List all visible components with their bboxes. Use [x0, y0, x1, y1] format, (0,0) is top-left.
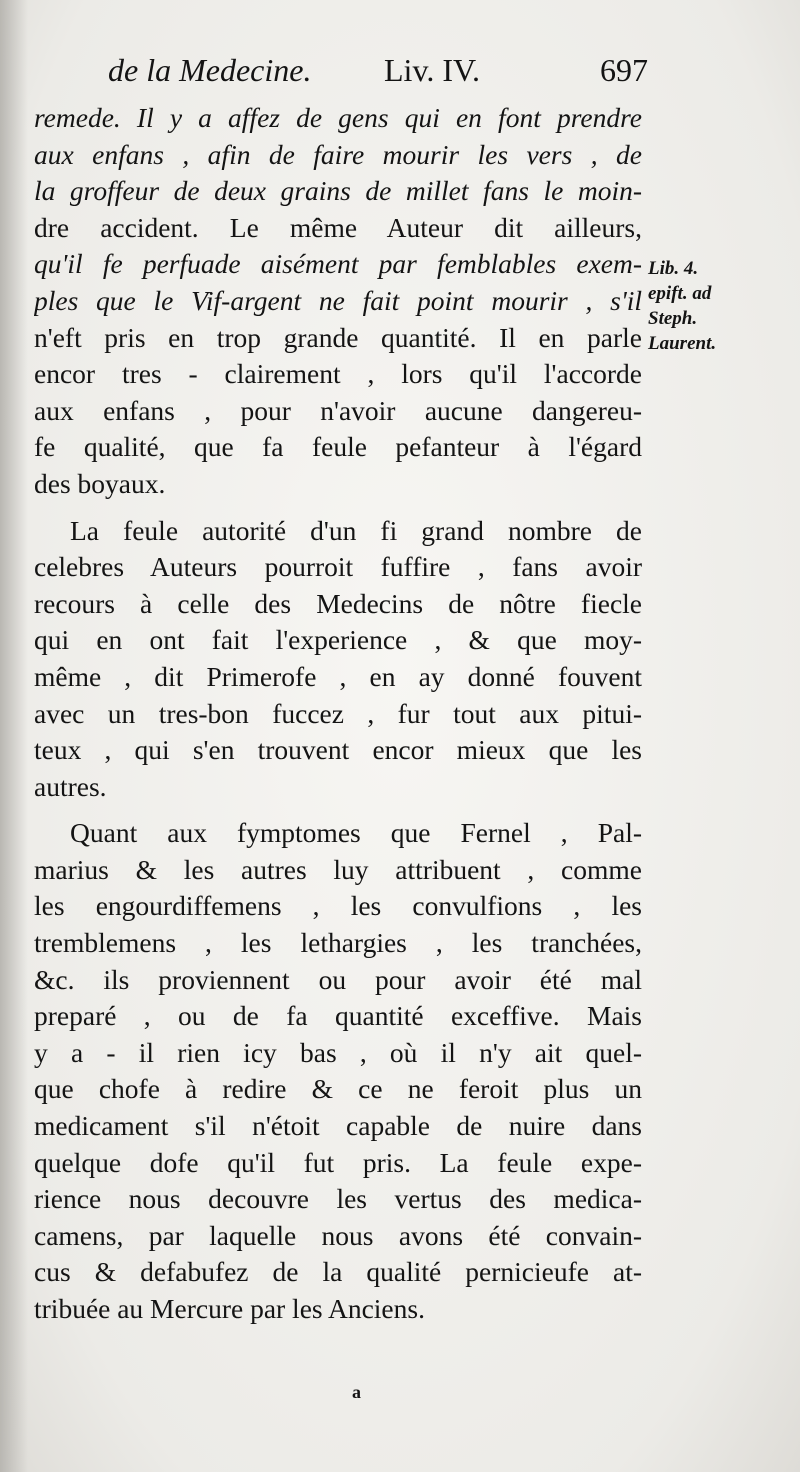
- text-line: encor tres - clairement , lors qu'il l'accorde: [34, 358, 642, 390]
- text-line: rience nous decouvre les vertus des medica-: [34, 1183, 642, 1215]
- text-line: preparé , ou de fa quantité exceffive. Mais: [34, 1000, 642, 1032]
- text-line: camens, par laquelle nous avons été convain-: [34, 1219, 642, 1251]
- text-line: y a - il rien icy bas , où il n'y ait quel-: [34, 1036, 642, 1068]
- body-text: [34, 100, 642, 1328]
- margin-note-line: epift. ad: [648, 283, 712, 304]
- text-line: teux , qui s'en trouvent encor mieux que les: [34, 734, 642, 766]
- margin-note-line: Steph.: [648, 308, 698, 329]
- margin-note: [648, 256, 758, 356]
- text-line: qu'il fe perfuade aisément par femblables exem-: [34, 248, 642, 280]
- signature-mark: a: [352, 1382, 361, 1402]
- text-line: Quant aux fymptomes que Fernel , Pal-: [70, 817, 642, 849]
- text-line: aux enfans , afin de faire mourir les vers , de: [34, 138, 642, 170]
- text-line: cus & defabufez de la qualité pernicieufe at-: [34, 1256, 642, 1288]
- text-line: recours à celle des Medecins de nôtre fiecle: [34, 587, 642, 619]
- margin-note-line: Laurent.: [648, 333, 717, 354]
- running-title: de la Medecine.: [108, 52, 312, 88]
- text-line: remede. Il y a affez de gens qui en font prendre: [34, 102, 642, 133]
- text-line: la groffeur de deux grains de millet fans le moin-: [34, 175, 642, 207]
- text-line: tremblemens , les lethargies , les tranchées,: [34, 927, 642, 959]
- text-line: La feule autorité d'un fi grand nombre de: [70, 514, 642, 546]
- text-line: les engourdiffemens , les convulfions , les: [34, 890, 642, 922]
- text-line: quelque dofe qu'il fut pris. La feule expe-: [34, 1146, 642, 1178]
- text-line: des boyaux.: [34, 467, 166, 499]
- text-line: avec un tres-bon fuccez , fur tout aux pitui-: [34, 697, 642, 729]
- text-line: &c. ils proviennent ou pour avoir été mal: [34, 963, 642, 995]
- page-header: [108, 52, 648, 96]
- text-line: aux enfans , pour n'avoir aucune dangereu-: [34, 394, 642, 426]
- spine-shadow: [0, 0, 28, 1472]
- text-line: marius & les autres luy attribuent , comme: [34, 853, 642, 885]
- page-number: 697: [600, 52, 648, 88]
- text-line: que chofe à redire & ce ne feroit plus un: [34, 1073, 642, 1105]
- text-line: tribuée au Mercure par les Anciens.: [34, 1293, 425, 1324]
- text-line: celebres Auteurs pourroit fuffire , fans avoir: [34, 551, 642, 583]
- margin-note-line: Lib. 4.: [648, 258, 699, 279]
- text-line: même , dit Primerofe , en ay donné fouvent: [34, 660, 642, 692]
- text-line: medicament s'il n'étoit capable de nuire dans: [34, 1110, 642, 1142]
- text-line: ples que le Vif-argent ne fait point mourir , s'il: [34, 284, 642, 316]
- book-number: Liv. IV.: [384, 52, 480, 88]
- text-line: dre accident. Le même Auteur dit ailleurs,: [34, 211, 642, 243]
- text-line: autres.: [34, 770, 107, 802]
- text-line: fe qualité, que fa feule pefanteur à l'égard: [34, 431, 642, 463]
- text-line: n'eft pris en trop grande quantité. Il en parle: [34, 321, 642, 353]
- text-line: qui en ont fait l'experience , & que moy-: [34, 624, 642, 656]
